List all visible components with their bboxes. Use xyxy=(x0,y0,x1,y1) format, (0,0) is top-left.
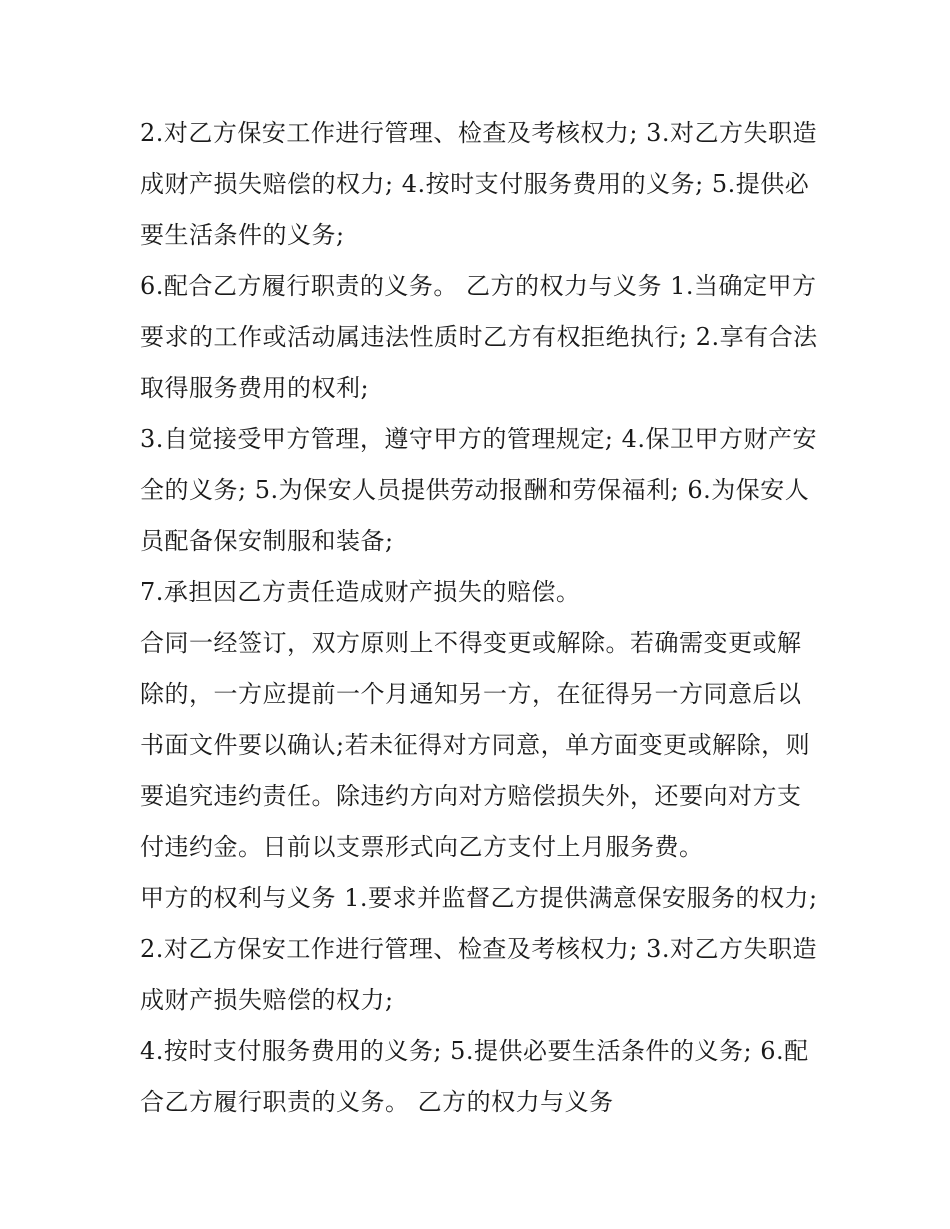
paragraph-7: 4.按时支付服务费用的义务; 5.提供必要生活条件的义务; 6.配合乙方履行职责的义务。 乙方的权力与义务 xyxy=(140,1037,809,1116)
paragraph-4: 7.承担因乙方责任造成财产损失的赔偿。 xyxy=(140,578,581,606)
paragraph-2: 6.配合乙方履行职责的义务。 乙方的权力与义务 1.当确定甲方要求的工作或活动属违法性质时乙方有权拒绝执行; 2.享有合法取得服务费用的权利; xyxy=(140,272,818,402)
paragraph-5: 合同一经签订，双方原则上不得变更或解除。若确需变更或解除的，一方应提前一个月通知另一方，在征得另一方同意后以书面文件要以确认;若未征得对方同意，单方面变更或解除，则要追究违约责任。除违约方向对方赔偿损失外，还要向对方支付违约金。日前以支票形式向乙方支付上月服务费。 xyxy=(140,629,811,861)
paragraph-1: 2.对乙方保安工作进行管理、检查及考核权力; 3.对乙方失职造成财产损失赔偿的权力; 4.按时支付服务费用的义务; 5.提供必要生活条件的义务; xyxy=(140,119,818,249)
paragraph-6: 甲方的权利与义务 1.要求并监督乙方提供满意保安服务的权力; 2.对乙方保安工作进行管理、检查及考核权力; 3.对乙方失职造成财产损失赔偿的权力; xyxy=(140,884,818,1014)
paragraph-3: 3.自觉接受甲方管理，遵守甲方的管理规定; 4.保卫甲方财产安全的义务; 5.为保安人员提供劳动报酬和劳保福利; 6.为保安人员配备保安制服和装备; xyxy=(140,425,818,555)
